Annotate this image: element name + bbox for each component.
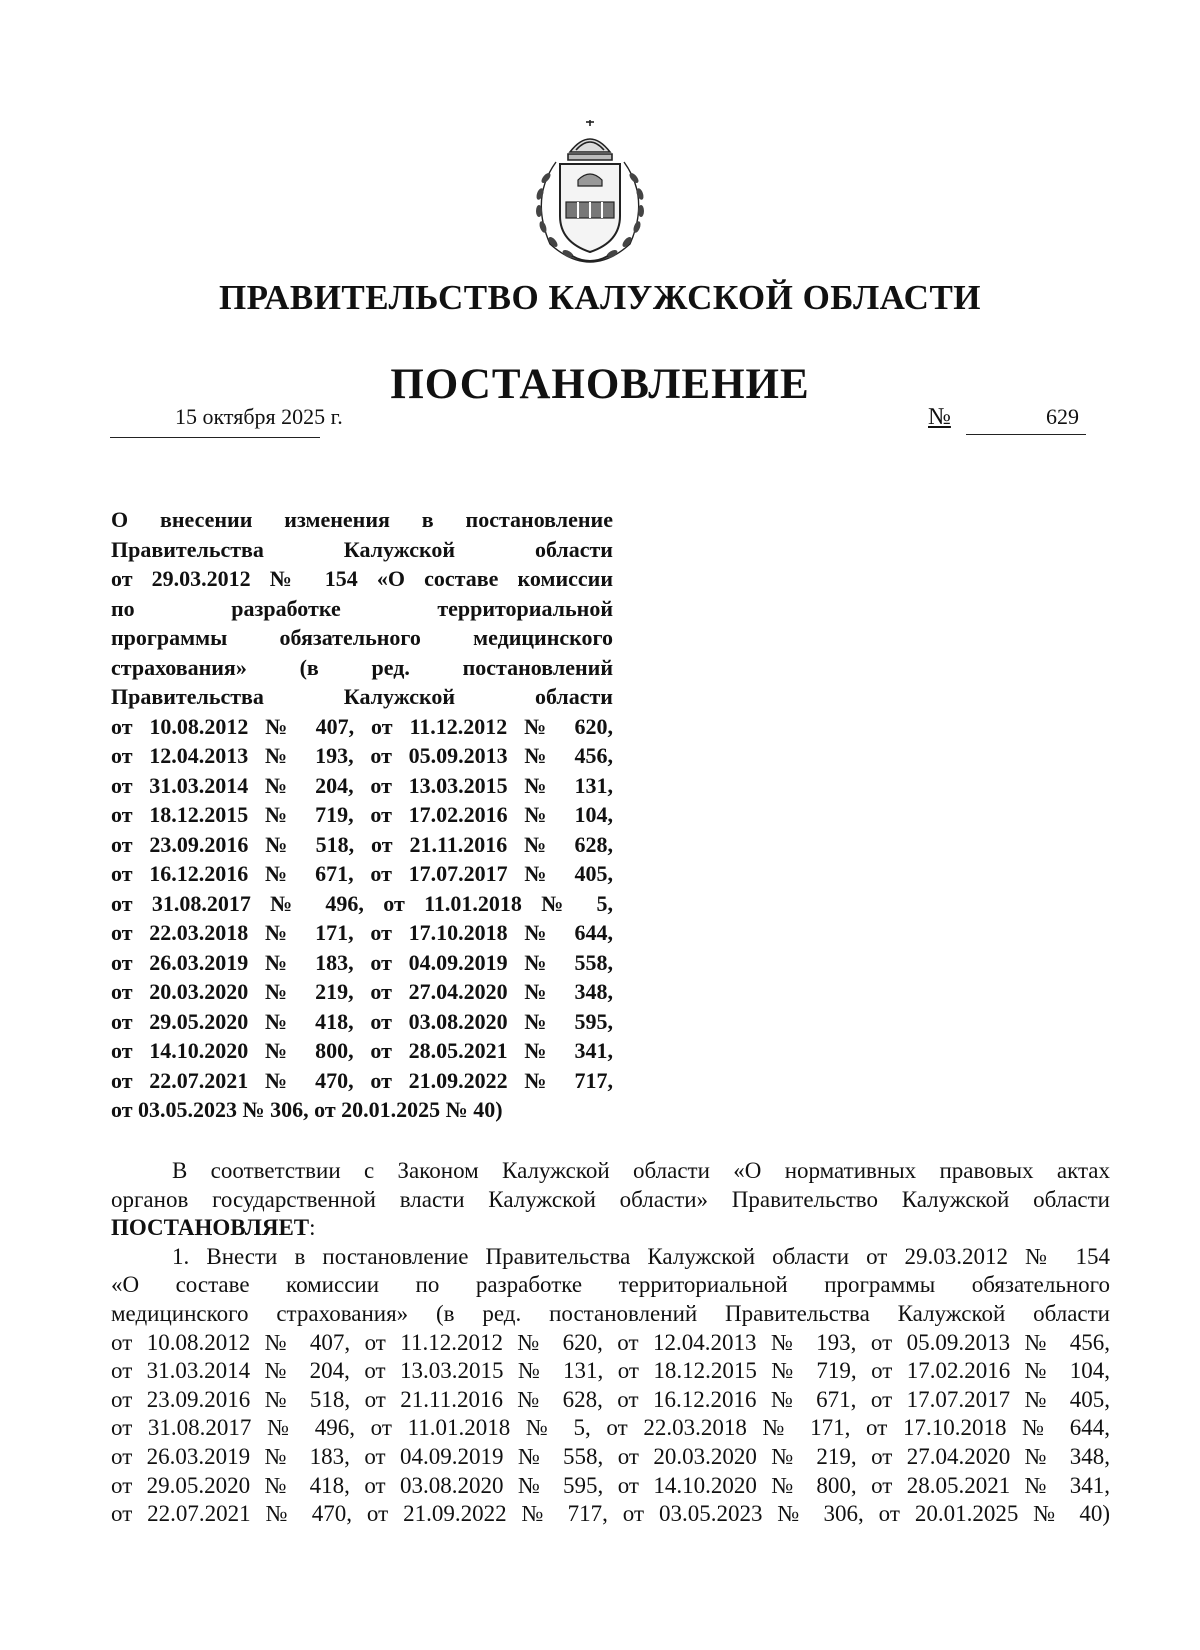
preamble-line: органов государственной власти Калужской области» Правительство Калужской области [111, 1186, 1110, 1212]
subject-line: от 31.08.2017 № 496, от 11.01.2018 № 5, [111, 890, 613, 916]
item1-line: от 26.03.2019 № 183, от 04.09.2019 № 558, от 20.03.2020 № 219, от 27.04.2020 № 348, [111, 1443, 1110, 1469]
resolves-word: ПОСТАНОВЛЯЕТ [111, 1215, 310, 1241]
preamble-line: В соответствии с Законом Калужской области «О нормативных правовых актах [172, 1158, 1110, 1183]
subject-line: от 22.03.2018 № 171, от 17.10.2018 № 644, [111, 920, 613, 945]
subject-line: от 20.03.2020 № 219, от 27.04.2020 № 348, [111, 979, 613, 1004]
subject-line: от 16.12.2016 № 671, от 17.07.2017 № 405, [111, 861, 613, 886]
subject-line: от 22.07.2021 № 470, от 21.09.2022 № 717, [111, 1067, 613, 1093]
subject-line: страхования» (в ред. постановлений [111, 654, 613, 680]
document-date: 15 октября 2025 г. [175, 404, 343, 429]
subject-line: от 31.03.2014 № 204, от 13.03.2015 № 131, [111, 772, 613, 798]
document-type: ПОСТАНОВЛЕНИЕ [390, 361, 810, 408]
resolves-colon: : [309, 1215, 316, 1241]
government-title: ПРАВИТЕЛЬСТВО КАЛУЖСКОЙ ОБЛАСТИ [218, 278, 982, 317]
coat-of-arms-icon [520, 118, 660, 266]
date-underline [110, 437, 320, 438]
item1-line: 1. Внести в постановление Правительства Калужской области от 29.03.2012 № 154 [172, 1243, 1110, 1269]
item1-line: «О составе комиссии по разработке территориальной программы обязательного [111, 1272, 1110, 1298]
subject-line: от 10.08.2012 № 407, от 11.12.2012 № 620, [111, 713, 613, 739]
subject-line: Правительства Калужской области [111, 536, 613, 562]
item1-line: от 10.08.2012 № 407, от 11.12.2012 № 620, от 12.04.2013 № 193, от 05.09.2013 № 456, [111, 1329, 1110, 1355]
item1-line: от 29.05.2020 № 418, от 03.08.2020 № 595, от 14.10.2020 № 800, от 28.05.2021 № 341, [111, 1472, 1110, 1498]
document-number: 629 [1046, 404, 1079, 429]
subject-line: от 18.12.2015 № 719, от 17.02.2016 № 104, [111, 802, 613, 827]
subject-line: программы обязательного медицинского [111, 625, 613, 650]
item1-line: от 31.03.2014 № 204, от 13.03.2015 № 131, от 18.12.2015 № 719, от 17.02.2016 № 104, [111, 1358, 1110, 1384]
subject-line: от 26.03.2019 № 183, от 04.09.2019 № 558, [111, 949, 613, 975]
document-body [111, 1157, 1110, 1529]
subject-line: Правительства Калужской области [111, 684, 613, 709]
item1-line: медицинского страхования» (в ред. постановлений Правительства Калужской области [111, 1300, 1110, 1326]
number-sign: № [928, 404, 951, 430]
resolves-line [111, 1214, 1110, 1243]
item1-line: от 23.09.2016 № 518, от 21.11.2016 № 628, от 16.12.2016 № 671, от 17.07.2017 № 405, [111, 1386, 1110, 1412]
subject-line: от 12.04.2013 № 193, от 05.09.2013 № 456, [111, 743, 613, 768]
number-underline [966, 434, 1086, 435]
subject-line: от 29.03.2012 № 154 «О составе комиссии [111, 566, 613, 591]
item1-line: от 31.08.2017 № 496, от 11.01.2018 № 5, от 22.03.2018 № 171, от 17.10.2018 № 644, [111, 1415, 1110, 1441]
subject-line: от 03.05.2023 № 306, от 20.01.2025 № 40) [111, 1097, 503, 1122]
subject-line: от 23.09.2016 № 518, от 21.11.2016 № 628, [111, 831, 613, 857]
subject-line: от 14.10.2020 № 800, от 28.05.2021 № 341, [111, 1038, 613, 1063]
subject-line: по разработке территориальной [111, 595, 613, 621]
item1-line: от 22.07.2021 № 470, от 21.09.2022 № 717, от 03.05.2023 № 306, от 20.01.2025 № 40) [111, 1501, 1110, 1527]
subject-line: от 29.05.2020 № 418, от 03.08.2020 № 595, [111, 1008, 613, 1034]
subject-line: О внесении изменения в постановление [111, 507, 613, 532]
document-subject [111, 505, 613, 1125]
